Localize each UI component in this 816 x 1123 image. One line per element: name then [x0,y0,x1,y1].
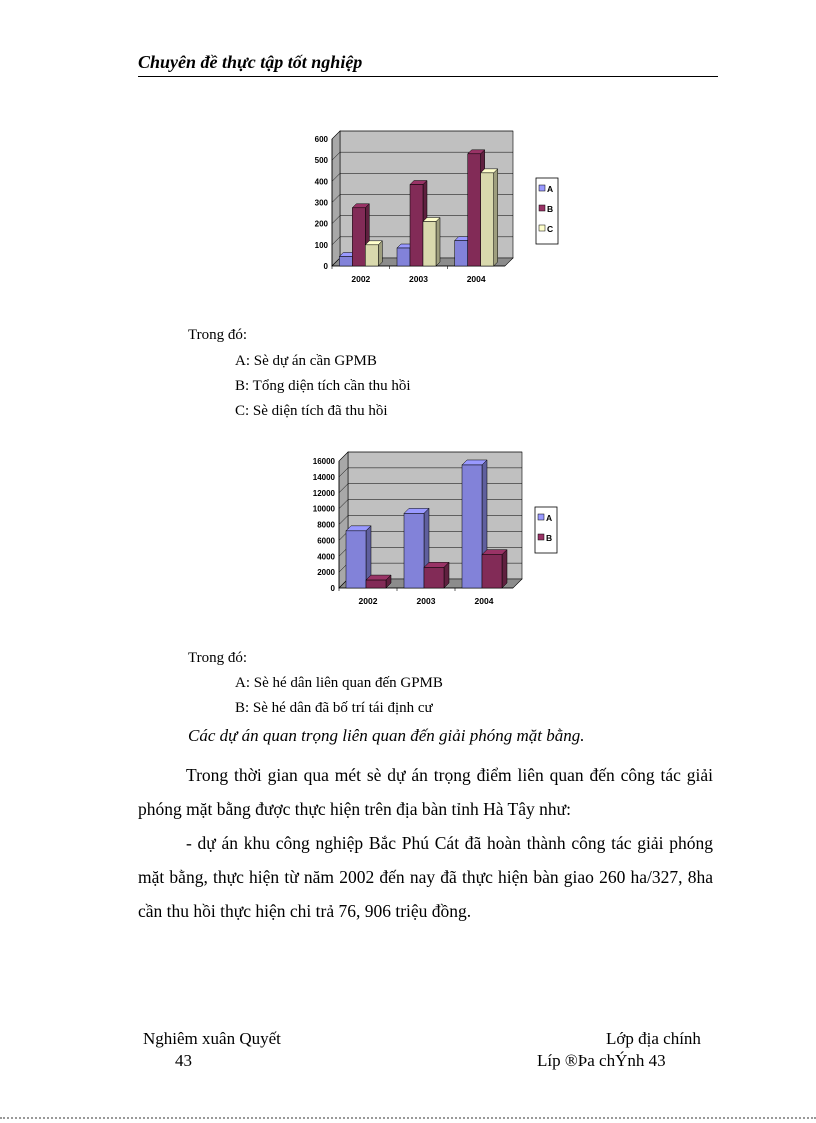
bar-front [468,154,481,266]
bar-front [397,248,410,266]
y-tick-label: 600 [314,135,328,144]
legend-label-A: A [547,184,554,194]
y-tick-label: 100 [314,240,328,250]
y-tick-label: 16000 [312,457,335,466]
footer-class: Lớp địa chính [606,1029,701,1048]
bar-B-2004 [482,550,507,588]
y-tick-label: 10000 [312,504,335,514]
bar-C-2003 [423,218,440,266]
bar-front [424,567,444,588]
legend-swatch-A [539,185,545,191]
x-tick-label: 2002 [358,596,378,606]
y-tick-label: 12000 [312,488,335,498]
body-text [138,758,713,928]
bar-front [339,256,352,266]
bar-front [455,241,468,266]
bar-front [346,531,366,588]
paragraph-1: Trong thời gian qua mét sè dự án trọng điểm liên quan đến công tác giải phóng mặt bằng được thực hiện trên địa bàn tỉnh Hà Tây như: [138,765,713,819]
bar-front [481,173,494,266]
chart1-legend-item-b: B: Tổng diện tích cần thu hồi [235,378,411,394]
bar-side [378,241,382,266]
footer-page-number: 43 [175,1051,192,1070]
chart2-legend-item-a: A: Sè hé dân liên quan đến GPMB [235,675,443,691]
y-tick-label: 4000 [317,552,335,562]
bar-side [436,218,440,266]
chart2-legend-item-b: B: Sè hé dân đã bố trí tái định cư [235,700,433,716]
bar-chart-households [295,448,585,616]
legend-swatch-C [539,225,545,231]
legend-swatch-B [539,205,545,211]
legend-label-B: B [547,204,554,214]
footer-class-garbled: Líp ®Þa chÝnh 43 [537,1051,666,1070]
bar-front [423,222,436,266]
bar-chart-projects [300,125,570,290]
paragraph-2: - dự án khu công nghiệp Bắc Phú Cát đã hoàn thành công tác giải phóng mặt bằng, thực hiện từ năm 2002 đến nay đã thực hiện bàn giao 260 ha/327, 8ha cần thu hồi thực hiện chi trả 76, 906 triệu đồng. [138,833,713,921]
legend-swatch-B [538,534,544,540]
bar-front [404,513,424,588]
bar-C-2002 [365,241,382,266]
chart1-legend-item-a: A: Sè dự án cần GPMB [235,353,377,369]
x-tick-label: 2004 [474,596,494,606]
bar-B-2002 [366,575,391,588]
legend-label-A: A [546,513,553,523]
y-tick-label: 14000 [312,472,335,482]
figure-caption: Các dự án quan trọng liên quan đến giải phóng mặt bằng. [188,726,585,745]
running-header [138,52,718,77]
y-tick-label: 8000 [317,520,335,530]
bar-side [502,550,507,588]
x-tick-label: 2003 [416,596,436,606]
y-tick-label: 400 [314,177,328,187]
y-tick-label: 0 [330,584,335,593]
page-bottom-border [0,1117,816,1119]
chart1-legend-heading: Trong đó: [188,327,248,343]
bar-front [462,465,482,588]
bar-front [352,208,365,266]
x-tick-label: 2002 [351,274,371,284]
y-tick-label: 6000 [317,536,335,546]
y-tick-label: 300 [314,198,328,208]
legend-swatch-A [538,514,544,520]
x-tick-label: 2003 [409,274,428,284]
y-tick-label: 2000 [317,568,335,578]
bar-front [365,245,378,266]
y-tick-label: 200 [314,219,328,229]
bar-C-2004 [481,169,498,266]
bar-front [482,555,502,588]
bar-front [410,185,423,266]
legend-label-C: C [547,224,554,234]
x-tick-label: 2004 [466,274,486,284]
bar-side [494,169,498,266]
header-title: Chuyên đề thực tập tốt nghiệp [138,52,363,72]
y-tick-label: 500 [314,156,328,166]
y-tick-label: 0 [323,262,328,271]
chart1-legend-item-c: C: Sè diện tích đã thu hồi [235,403,388,419]
bar-front [366,580,386,588]
bar-B-2003 [424,562,449,588]
legend-label-B: B [546,533,553,543]
chart2-legend-heading: Trong đó: [188,650,248,666]
footer-author: Nghiêm xuân Quyết [143,1029,281,1048]
